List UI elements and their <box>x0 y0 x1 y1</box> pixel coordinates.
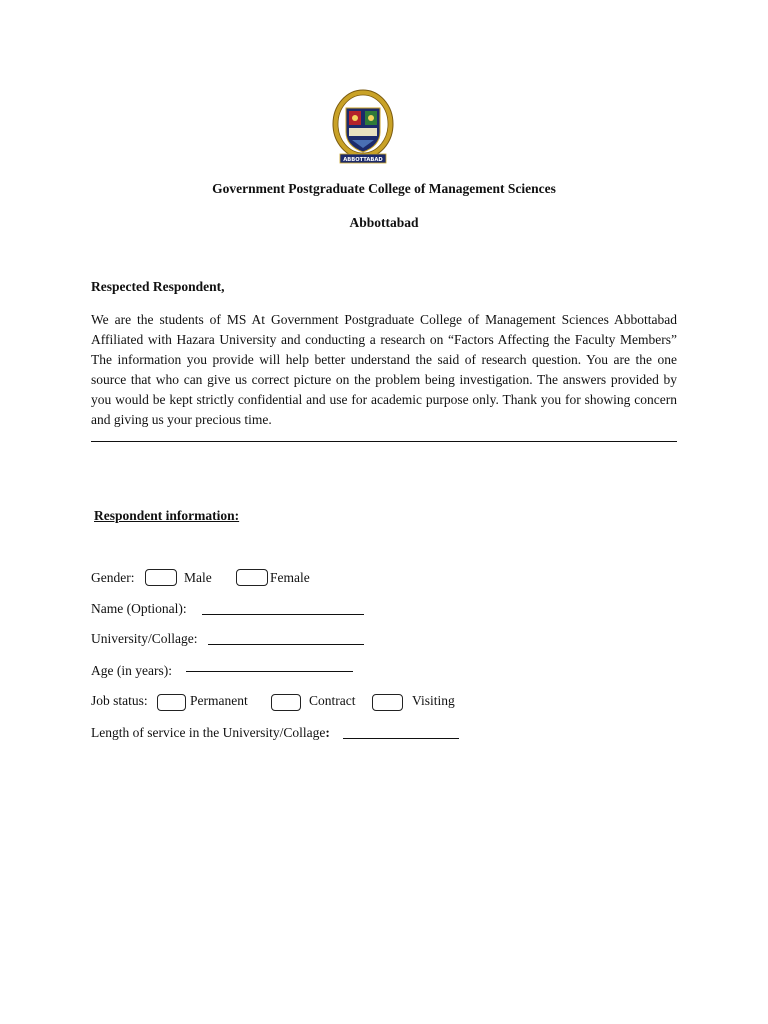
age-row <box>91 663 361 683</box>
college-crest-icon <box>330 88 396 168</box>
service-input-line[interactable] <box>343 738 459 739</box>
gender-female-checkbox[interactable] <box>236 569 268 586</box>
service-row <box>91 725 471 745</box>
gender-female-label: Female <box>270 570 310 585</box>
intro-paragraph: We are the students of MS At Government Postgraduate College of Management Sciences Abbottabad Affiliated with Hazara University and conducting a research on “Factors Affecting the Faculty Members” The information you provide will help better understand the said of research question. You are the one source that who can give us correct picture on the problem being investigation. The answers provided by you would be kept strictly confidential and use for academic purpose only. Thank you for showing concern and giving us your precious time. <box>91 312 677 427</box>
name-label: Name (Optional): <box>91 601 187 616</box>
college-name: Government Postgraduate College of Management Sciences <box>212 181 556 196</box>
university-input-line[interactable] <box>208 644 364 645</box>
age-input-line[interactable] <box>186 671 353 672</box>
name-input-line[interactable] <box>202 614 364 615</box>
section-divider <box>91 441 677 442</box>
gender-row <box>91 569 351 589</box>
job-status-row <box>91 693 471 713</box>
college-city: Abbottabad <box>349 215 419 230</box>
age-label: Age (in years): <box>91 663 172 678</box>
service-label <box>91 725 330 741</box>
logo-caption: ABBOTTABAD <box>343 157 383 163</box>
gender-label: Gender: <box>91 570 135 585</box>
respondent-info-heading: Respondent information: <box>94 508 240 523</box>
service-label-text: Length of service in the University/Collage <box>91 725 326 740</box>
job-visiting-checkbox[interactable] <box>372 694 403 711</box>
gender-male-label: Male <box>184 570 212 585</box>
salutation: Respected Respondent, <box>91 279 225 294</box>
job-contract-checkbox[interactable] <box>271 694 301 711</box>
university-label: University/Collage: <box>91 631 198 646</box>
college-logo <box>330 88 396 168</box>
job-permanent-label: Permanent <box>190 693 248 708</box>
university-row <box>91 631 371 651</box>
job-permanent-checkbox[interactable] <box>157 694 186 711</box>
job-contract-label: Contract <box>309 693 356 708</box>
gender-male-checkbox[interactable] <box>145 569 177 586</box>
job-status-label: Job status: <box>91 693 148 708</box>
name-row <box>91 601 371 621</box>
job-visiting-label: Visiting <box>412 693 455 708</box>
service-label-colon: : <box>325 725 330 740</box>
